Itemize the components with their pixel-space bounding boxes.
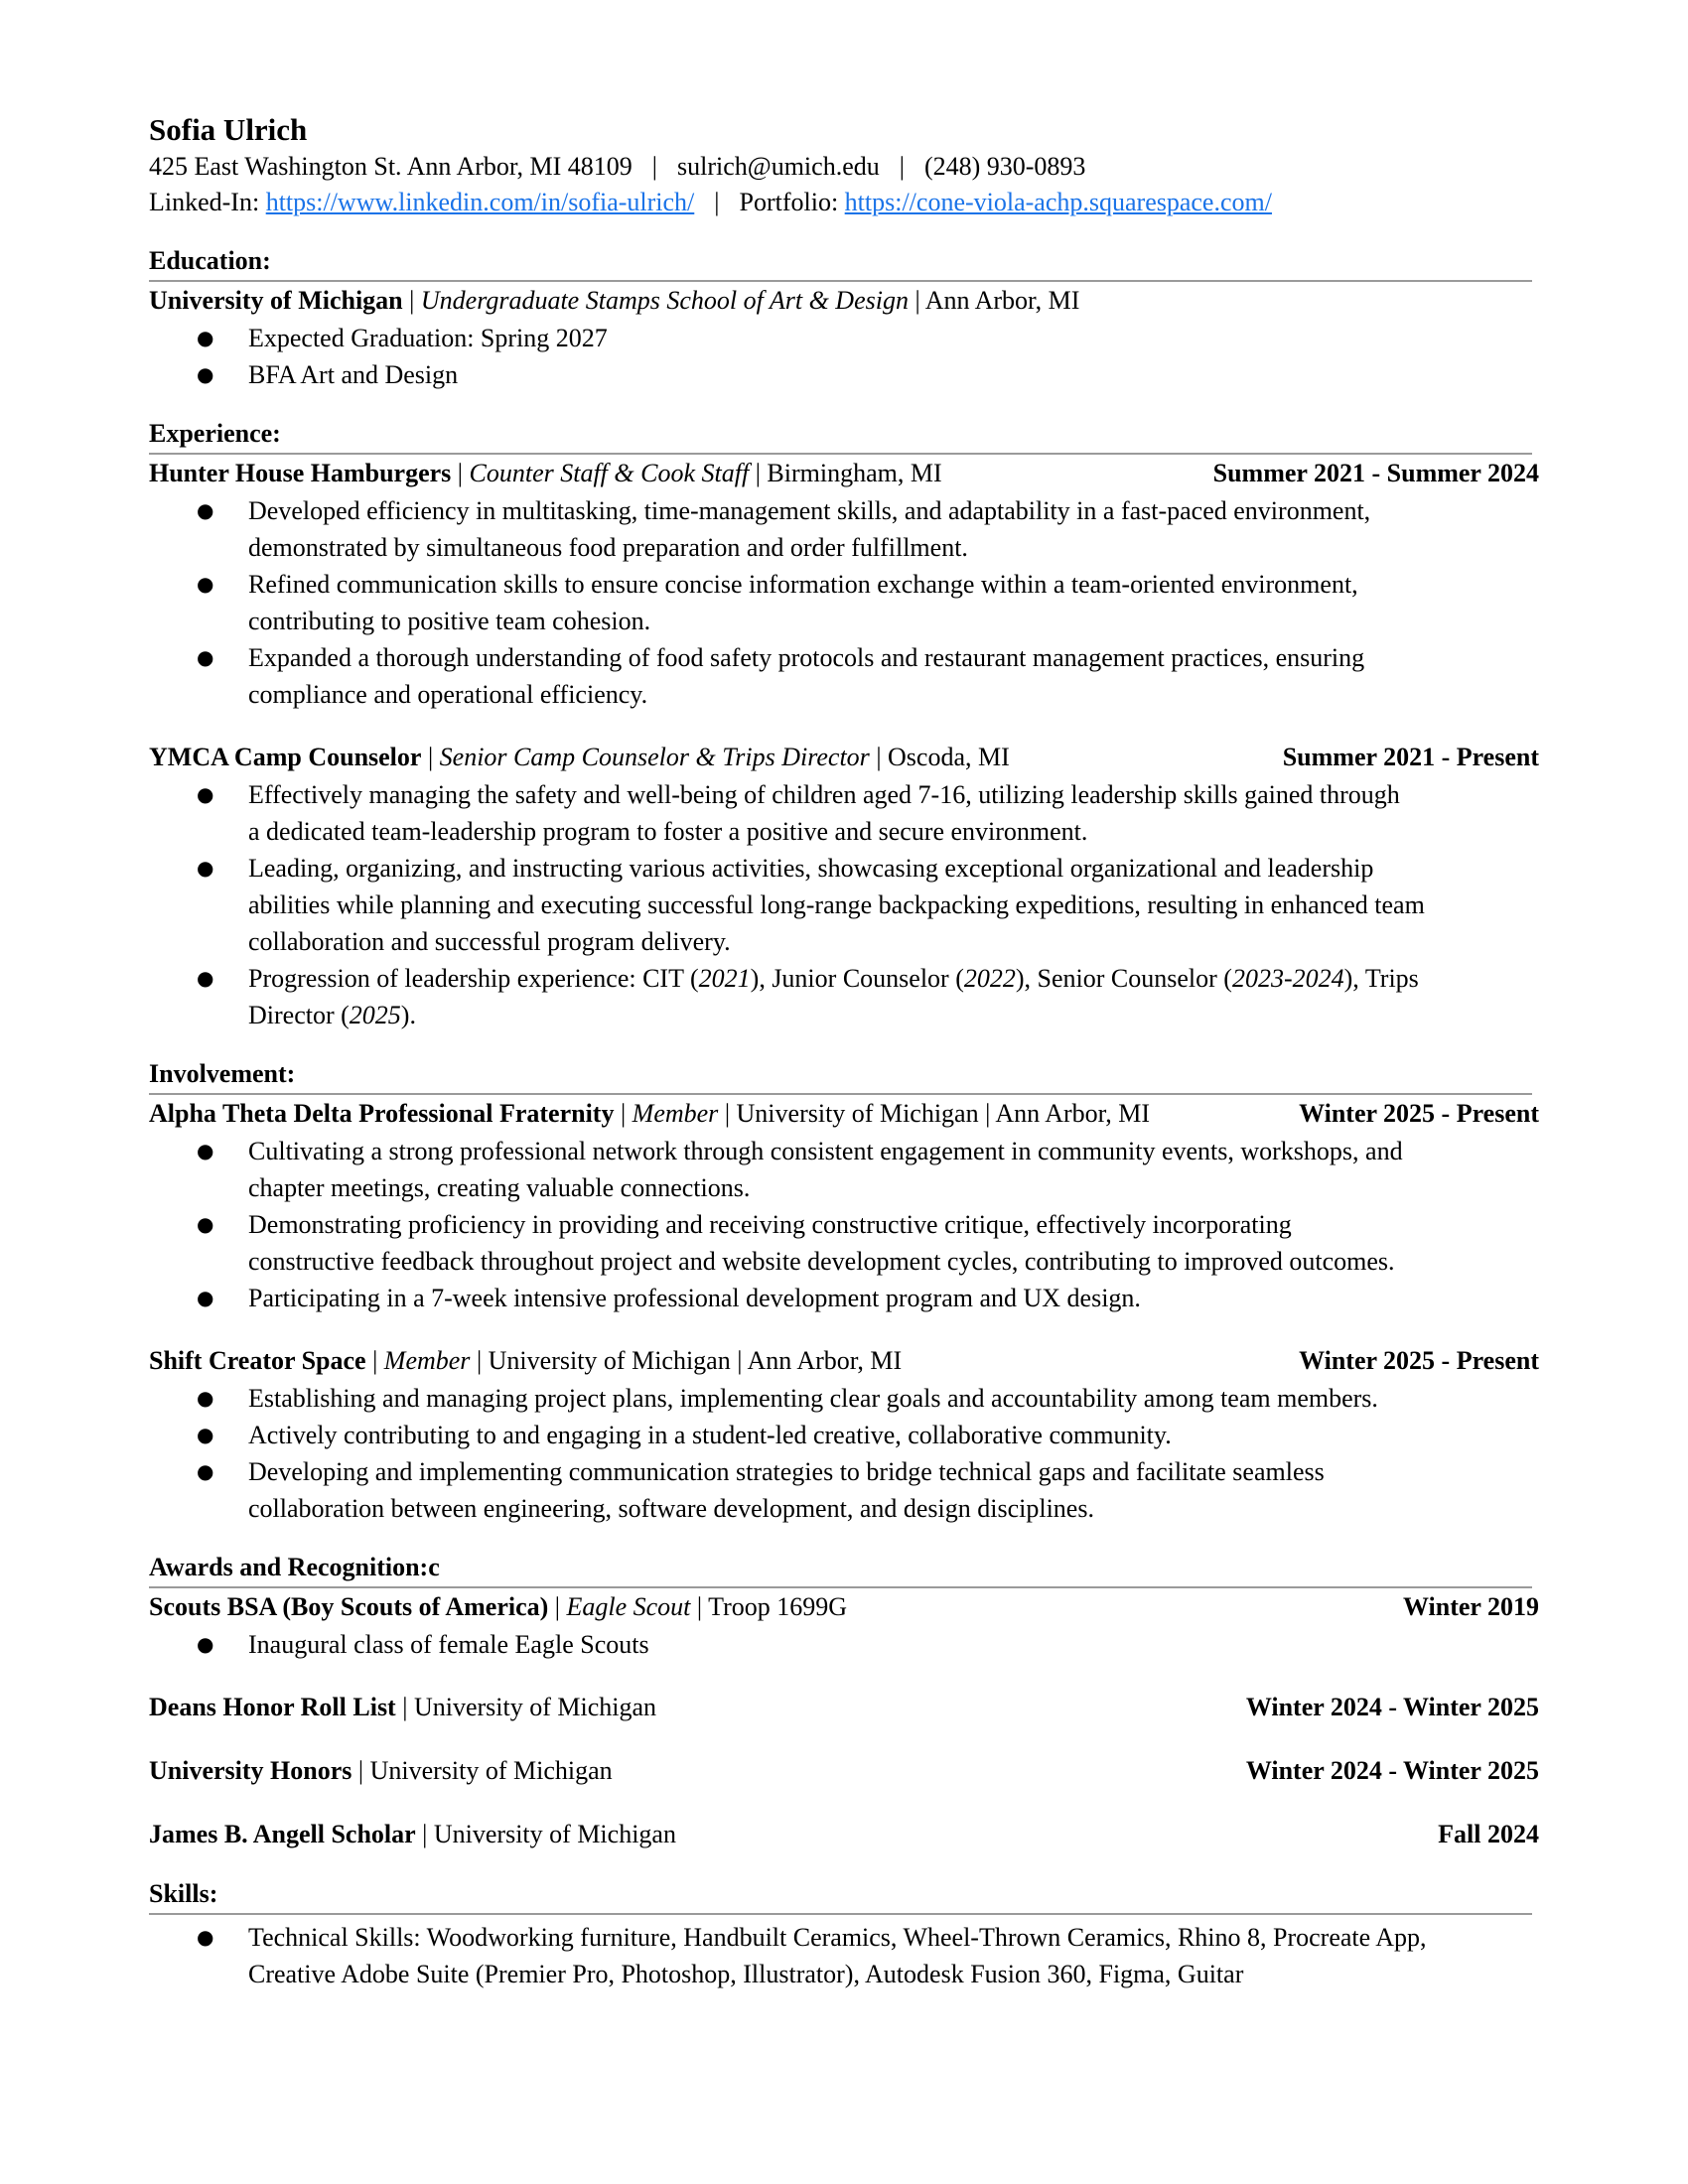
org-name: Alpha Theta Delta Professional Fraternity: [149, 1099, 615, 1128]
contact-line: [149, 149, 1539, 185]
experience-entry: [149, 455, 1539, 713]
org-name: YMCA Camp Counselor: [149, 743, 422, 771]
list-item: ● Expected Graduation: Spring 2027: [149, 320, 1539, 356]
list-item: ● Establishing and managing project plans, implementing clear goals and accountability among team members.: [149, 1380, 1539, 1417]
separator: |: [714, 188, 720, 216]
list-item: ● BFA Art and Design: [149, 356, 1539, 393]
list-item: ● Expanded a thorough understanding of food safety protocols and restaurant management practices, ensuring compliance and operational efficiency.: [149, 639, 1539, 713]
section-title: Involvement:: [149, 1057, 1532, 1095]
separator: |: [899, 152, 905, 181]
experience-entry: [149, 739, 1539, 1033]
detail: University of Michigan: [433, 1820, 676, 1848]
bullet-icon: ●: [197, 1286, 214, 1309]
award-entry: [149, 1588, 1539, 1663]
resume-page: [149, 111, 1539, 1992]
school: University of Michigan: [488, 1346, 731, 1375]
bullet-icon: ●: [197, 326, 214, 349]
bullet-icon: ●: [197, 498, 214, 522]
involvement-entry: [149, 1095, 1539, 1316]
award-entry: [149, 1816, 1539, 1853]
location: Ann Arbor, MI: [924, 286, 1080, 315]
bullet-icon: ●: [197, 782, 214, 806]
list-item: ● Actively contributing to and engaging in a student-led creative, collaborative community.: [149, 1417, 1539, 1453]
org-name: Deans Honor Roll List: [149, 1693, 396, 1721]
org-name: Shift Creator Space: [149, 1346, 366, 1375]
org-name: Hunter House Hamburgers: [149, 459, 452, 487]
list-item: ● Cultivating a strong professional network through consistent engagement in community events, workshops, and chapter meetings, creating valuable connections.: [149, 1133, 1539, 1206]
list-item: ● Technical Skills: Woodworking furniture, Handbuilt Ceramics, Wheel-Thrown Ceramics, Rhino 8, Procreate App, Creative Adobe Suite (Premier Pro, Photoshop, Illustrator), Autodesk Fusion 360, Figma, Guitar: [149, 1919, 1539, 1992]
education-entry: [149, 282, 1539, 393]
bullet-list: [149, 492, 1539, 713]
linkedin-label: Linked-In:: [149, 188, 260, 216]
skills-section: [149, 1877, 1539, 1992]
entry-heading: James B. Angell Scholar | University of Michigan Fall 2024: [149, 1816, 1539, 1853]
org-name: James B. Angell Scholar: [149, 1820, 416, 1848]
email: sulrich@umich.edu: [677, 152, 880, 181]
linkedin-link[interactable]: https://www.linkedin.com/in/sofia-ulrich/: [265, 188, 695, 216]
bullet-icon: ●: [197, 1423, 214, 1446]
list-item: ● Developed efficiency in multitasking, time-management skills, and adaptability in a fast-paced environment, demonstrated by simultaneous food preparation and order fulfillment.: [149, 492, 1539, 566]
bullet-icon: ●: [197, 645, 214, 669]
experience-section: [149, 417, 1539, 1033]
bullet-list: [149, 1133, 1539, 1316]
phone: (248) 930-0893: [923, 152, 1086, 181]
date-range: Winter 2025 - Present: [1299, 1346, 1539, 1375]
list-item: ● Inaugural class of female Eagle Scouts: [149, 1626, 1539, 1663]
bullet-icon: ●: [197, 572, 214, 596]
list-item: ● Refined communication skills to ensure concise information exchange within a team-oriented environment, contributing to positive team cohesion.: [149, 566, 1539, 639]
entry-heading: Alpha Theta Delta Professional Fraternity | Member | University of Michigan | Ann Arbor, MI Winter 2025 - Present: [149, 1095, 1539, 1133]
award-entry: [149, 1752, 1539, 1790]
education-section: [149, 244, 1539, 393]
role: Counter Staff & Cook Staff: [469, 459, 750, 487]
bullet-list: [149, 320, 1539, 393]
list-item: ● Leading, organizing, and instructing various activities, showcasing exceptional organizational and leadership abilities while planning and executing successful long-range backpacking expeditions, resulting in enhanced team collaboration and successful program delivery.: [149, 850, 1539, 960]
org-name: University of Michigan: [149, 286, 403, 315]
org-name: University Honors: [149, 1756, 352, 1785]
date-range: Winter 2024 - Winter 2025: [1245, 1756, 1539, 1785]
date-range: Fall 2024: [1438, 1820, 1539, 1848]
list-item: ● Effectively managing the safety and well-being of children aged 7-16, utilizing leadership skills gained through a dedicated team-leadership program to foster a positive and secure environment.: [149, 776, 1539, 850]
bullet-list: [149, 1626, 1539, 1663]
date-range: Winter 2024 - Winter 2025: [1245, 1693, 1539, 1721]
date-range: Summer 2021 - Summer 2024: [1212, 459, 1539, 487]
detail: University of Michigan: [369, 1756, 613, 1785]
separator: |: [651, 152, 657, 181]
list-item: ● Progression of leadership experience: CIT (2021), Junior Counselor (2022), Senior Counselor (2023-2024), Trips Director (2025).: [149, 960, 1539, 1033]
location: Ann Arbor, MI: [747, 1346, 903, 1375]
bullet-icon: ●: [197, 1386, 214, 1410]
entry-heading: Shift Creator Space | Member | University of Michigan | Ann Arbor, MI Winter 2025 - Present: [149, 1342, 1539, 1380]
candidate-name: Sofia Ulrich: [149, 112, 308, 147]
bullet-icon: ●: [197, 1632, 214, 1656]
location: Oscoda, MI: [888, 743, 1010, 771]
bullet-icon: ●: [197, 362, 214, 386]
involvement-entry: [149, 1342, 1539, 1527]
detail: University of Michigan: [413, 1693, 657, 1721]
links-line: [149, 185, 1539, 220]
org-name: Scouts BSA (Boy Scouts of America): [149, 1592, 549, 1621]
portfolio-label: Portfolio:: [739, 188, 839, 216]
detail: Troop 1699G: [708, 1592, 848, 1621]
section-title: Experience:: [149, 417, 1532, 455]
entry-heading: Scouts BSA (Boy Scouts of America) | Eagle Scout | Troop 1699G Winter 2019: [149, 1588, 1539, 1626]
list-item: ● Developing and implementing communication strategies to bridge technical gaps and facilitate seamless collaboration between engineering, software development, and design disciplines.: [149, 1453, 1539, 1527]
role: Eagle Scout: [566, 1592, 691, 1621]
date-range: Winter 2025 - Present: [1299, 1099, 1539, 1128]
list-item: ● Participating in a 7-week intensive professional development program and UX design.: [149, 1280, 1539, 1316]
section-title: Skills:: [149, 1877, 1532, 1915]
entry-heading: University of Michigan | Undergraduate Stamps School of Art & Design | Ann Arbor, MI: [149, 286, 1080, 315]
award-entry: [149, 1689, 1539, 1726]
bullet-icon: ●: [197, 1459, 214, 1483]
bullet-list: [149, 1380, 1539, 1527]
role: Member: [632, 1099, 719, 1128]
date-range: Winter 2019: [1403, 1592, 1539, 1621]
entry-heading: University Honors | University of Michigan Winter 2024 - Winter 2025: [149, 1752, 1539, 1790]
entry-heading: YMCA Camp Counselor | Senior Camp Counselor & Trips Director | Oscoda, MI Summer 2021 - Present: [149, 739, 1539, 776]
awards-section: [149, 1551, 1539, 1853]
section-title: Awards and Recognition:c: [149, 1551, 1532, 1588]
list-item: ● Demonstrating proficiency in providing and receiving constructive critique, effectively incorporating constructive feedback throughout project and website development cycles, contributing to improved outcomes.: [149, 1206, 1539, 1280]
address: 425 East Washington St. Ann Arbor, MI 48109: [149, 152, 633, 181]
bullet-icon: ●: [197, 1139, 214, 1162]
entry-heading: Hunter House Hamburgers | Counter Staff & Cook Staff | Birmingham, MI Summer 2021 - Summer 2024: [149, 455, 1539, 492]
bullet-icon: ●: [197, 1925, 214, 1949]
bullet-icon: ●: [197, 856, 214, 880]
entry-heading: Deans Honor Roll List | University of Michigan Winter 2024 - Winter 2025: [149, 1689, 1539, 1726]
bullet-list: [149, 776, 1539, 1033]
bullet-icon: ●: [197, 966, 214, 990]
role: Undergraduate Stamps School of Art & Design: [420, 286, 909, 315]
location: Birmingham, MI: [767, 459, 942, 487]
role: Member: [383, 1346, 471, 1375]
location: Ann Arbor, MI: [995, 1099, 1151, 1128]
portfolio-link[interactable]: https://cone-viola-achp.squarespace.com/: [844, 188, 1272, 216]
involvement-section: [149, 1057, 1539, 1527]
school: University of Michigan: [736, 1099, 979, 1128]
bullet-icon: ●: [197, 1212, 214, 1236]
bullet-list: [149, 1919, 1539, 1992]
date-range: Summer 2021 - Present: [1282, 743, 1539, 771]
section-title: Education:: [149, 244, 1532, 282]
role: Senior Camp Counselor & Trips Director: [439, 743, 870, 771]
resume-header: [149, 111, 1539, 220]
